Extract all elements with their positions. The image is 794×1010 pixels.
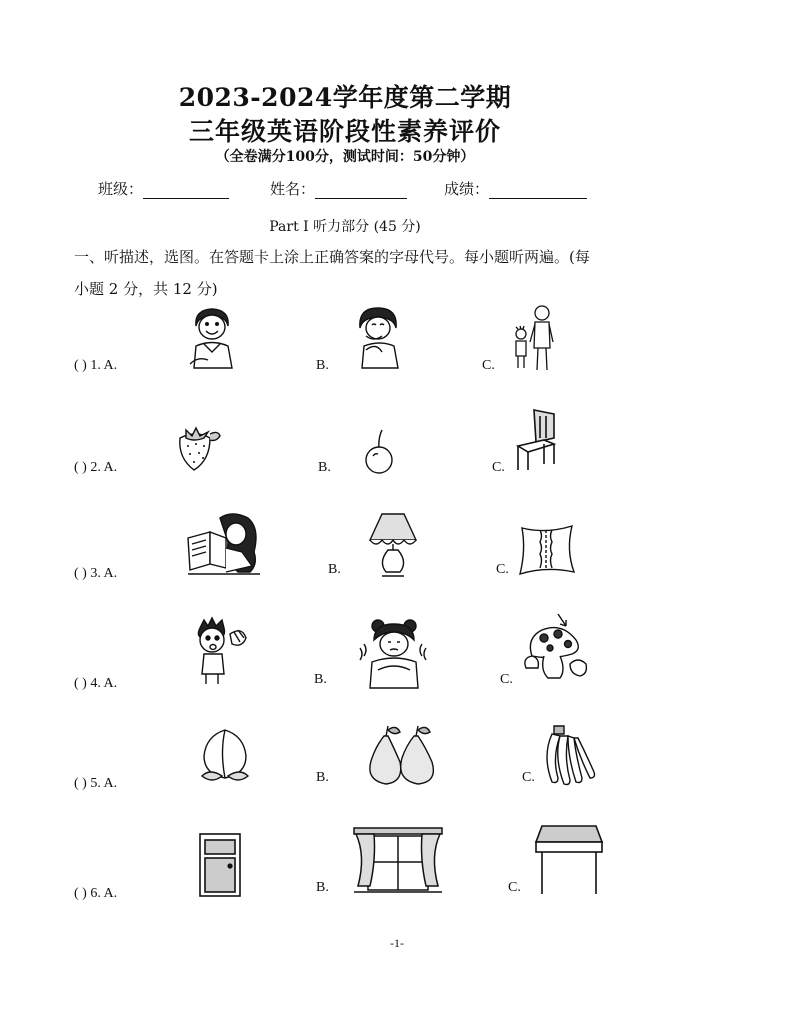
score-blank[interactable] (489, 182, 587, 199)
lamp-icon[interactable] (366, 510, 420, 578)
question-3-label: ( ) 3. A. (74, 566, 118, 581)
question-2-option-b[interactable]: B. (318, 460, 331, 475)
class-blank[interactable] (143, 182, 229, 199)
boy-scared-icon[interactable] (190, 616, 252, 686)
instruction-line-2: 小题 2 分，共 12 分) (74, 280, 218, 298)
question-6-option-c[interactable]: C. (508, 880, 521, 895)
question-4-option-b[interactable]: B. (314, 672, 327, 687)
question-1-option-c[interactable]: C. (482, 358, 495, 373)
question-1-label: ( ) 1. A. (74, 358, 118, 373)
girl-laughing-icon[interactable] (352, 306, 404, 370)
question-4-option-c[interactable]: C. (500, 672, 513, 687)
score-label: 成绩： (444, 180, 490, 198)
desk-icon[interactable] (534, 824, 604, 896)
girl-cold-icon[interactable] (356, 618, 432, 690)
exam-subtitle: （全卷满分100分，测试时间：50分钟） (215, 149, 475, 165)
class-label: 班级： (98, 180, 144, 198)
exam-title-subject: 三年级英语阶段性素养评价 (188, 117, 501, 146)
window-icon[interactable] (352, 826, 444, 896)
mushroom-icon[interactable] (518, 612, 590, 684)
girl-reading-book-icon[interactable] (186, 512, 262, 578)
pillow-icon[interactable] (516, 522, 578, 578)
name-label: 姓名： (270, 180, 316, 198)
question-4-label: ( ) 4. A. (74, 676, 118, 691)
door-icon[interactable] (198, 832, 242, 898)
question-1-option-b[interactable]: B. (316, 358, 329, 373)
peach-icon[interactable] (196, 726, 254, 786)
strawberry-icon[interactable] (174, 424, 224, 472)
question-6-label: ( ) 6. A. (74, 886, 118, 901)
happy-girl-icon[interactable] (186, 306, 238, 370)
question-6-option-b[interactable]: B. (316, 880, 329, 895)
question-2-label: ( ) 2. A. (74, 460, 118, 475)
part-title: Part Ⅰ 听力部分 (45 分) (269, 219, 421, 235)
instruction-line-1: 一、听描述，选图。在答题卡上涂上正确答案的字母代号。每小题听两遍。(每 (74, 248, 590, 266)
class-field[interactable] (98, 178, 229, 199)
question-2-option-c[interactable]: C. (492, 460, 505, 475)
exam-title-term: 2023-2024学年度第二学期 (178, 83, 512, 112)
question-5-label: ( ) 5. A. (74, 776, 118, 791)
section1-instruction (74, 241, 654, 305)
chair-icon[interactable] (514, 408, 558, 472)
cherry-icon[interactable] (362, 426, 396, 474)
name-field[interactable] (270, 178, 407, 199)
question-3-option-c[interactable]: C. (496, 562, 509, 577)
name-blank[interactable] (315, 182, 407, 199)
boy-and-man-icon[interactable] (508, 304, 556, 372)
bananas-icon[interactable] (540, 724, 598, 788)
score-field[interactable] (444, 178, 587, 199)
page-number: -1- (390, 936, 404, 950)
question-5-option-c[interactable]: C. (522, 770, 535, 785)
question-3-option-b[interactable]: B. (328, 562, 341, 577)
question-5-option-b[interactable]: B. (316, 770, 329, 785)
pears-icon[interactable] (362, 724, 440, 788)
